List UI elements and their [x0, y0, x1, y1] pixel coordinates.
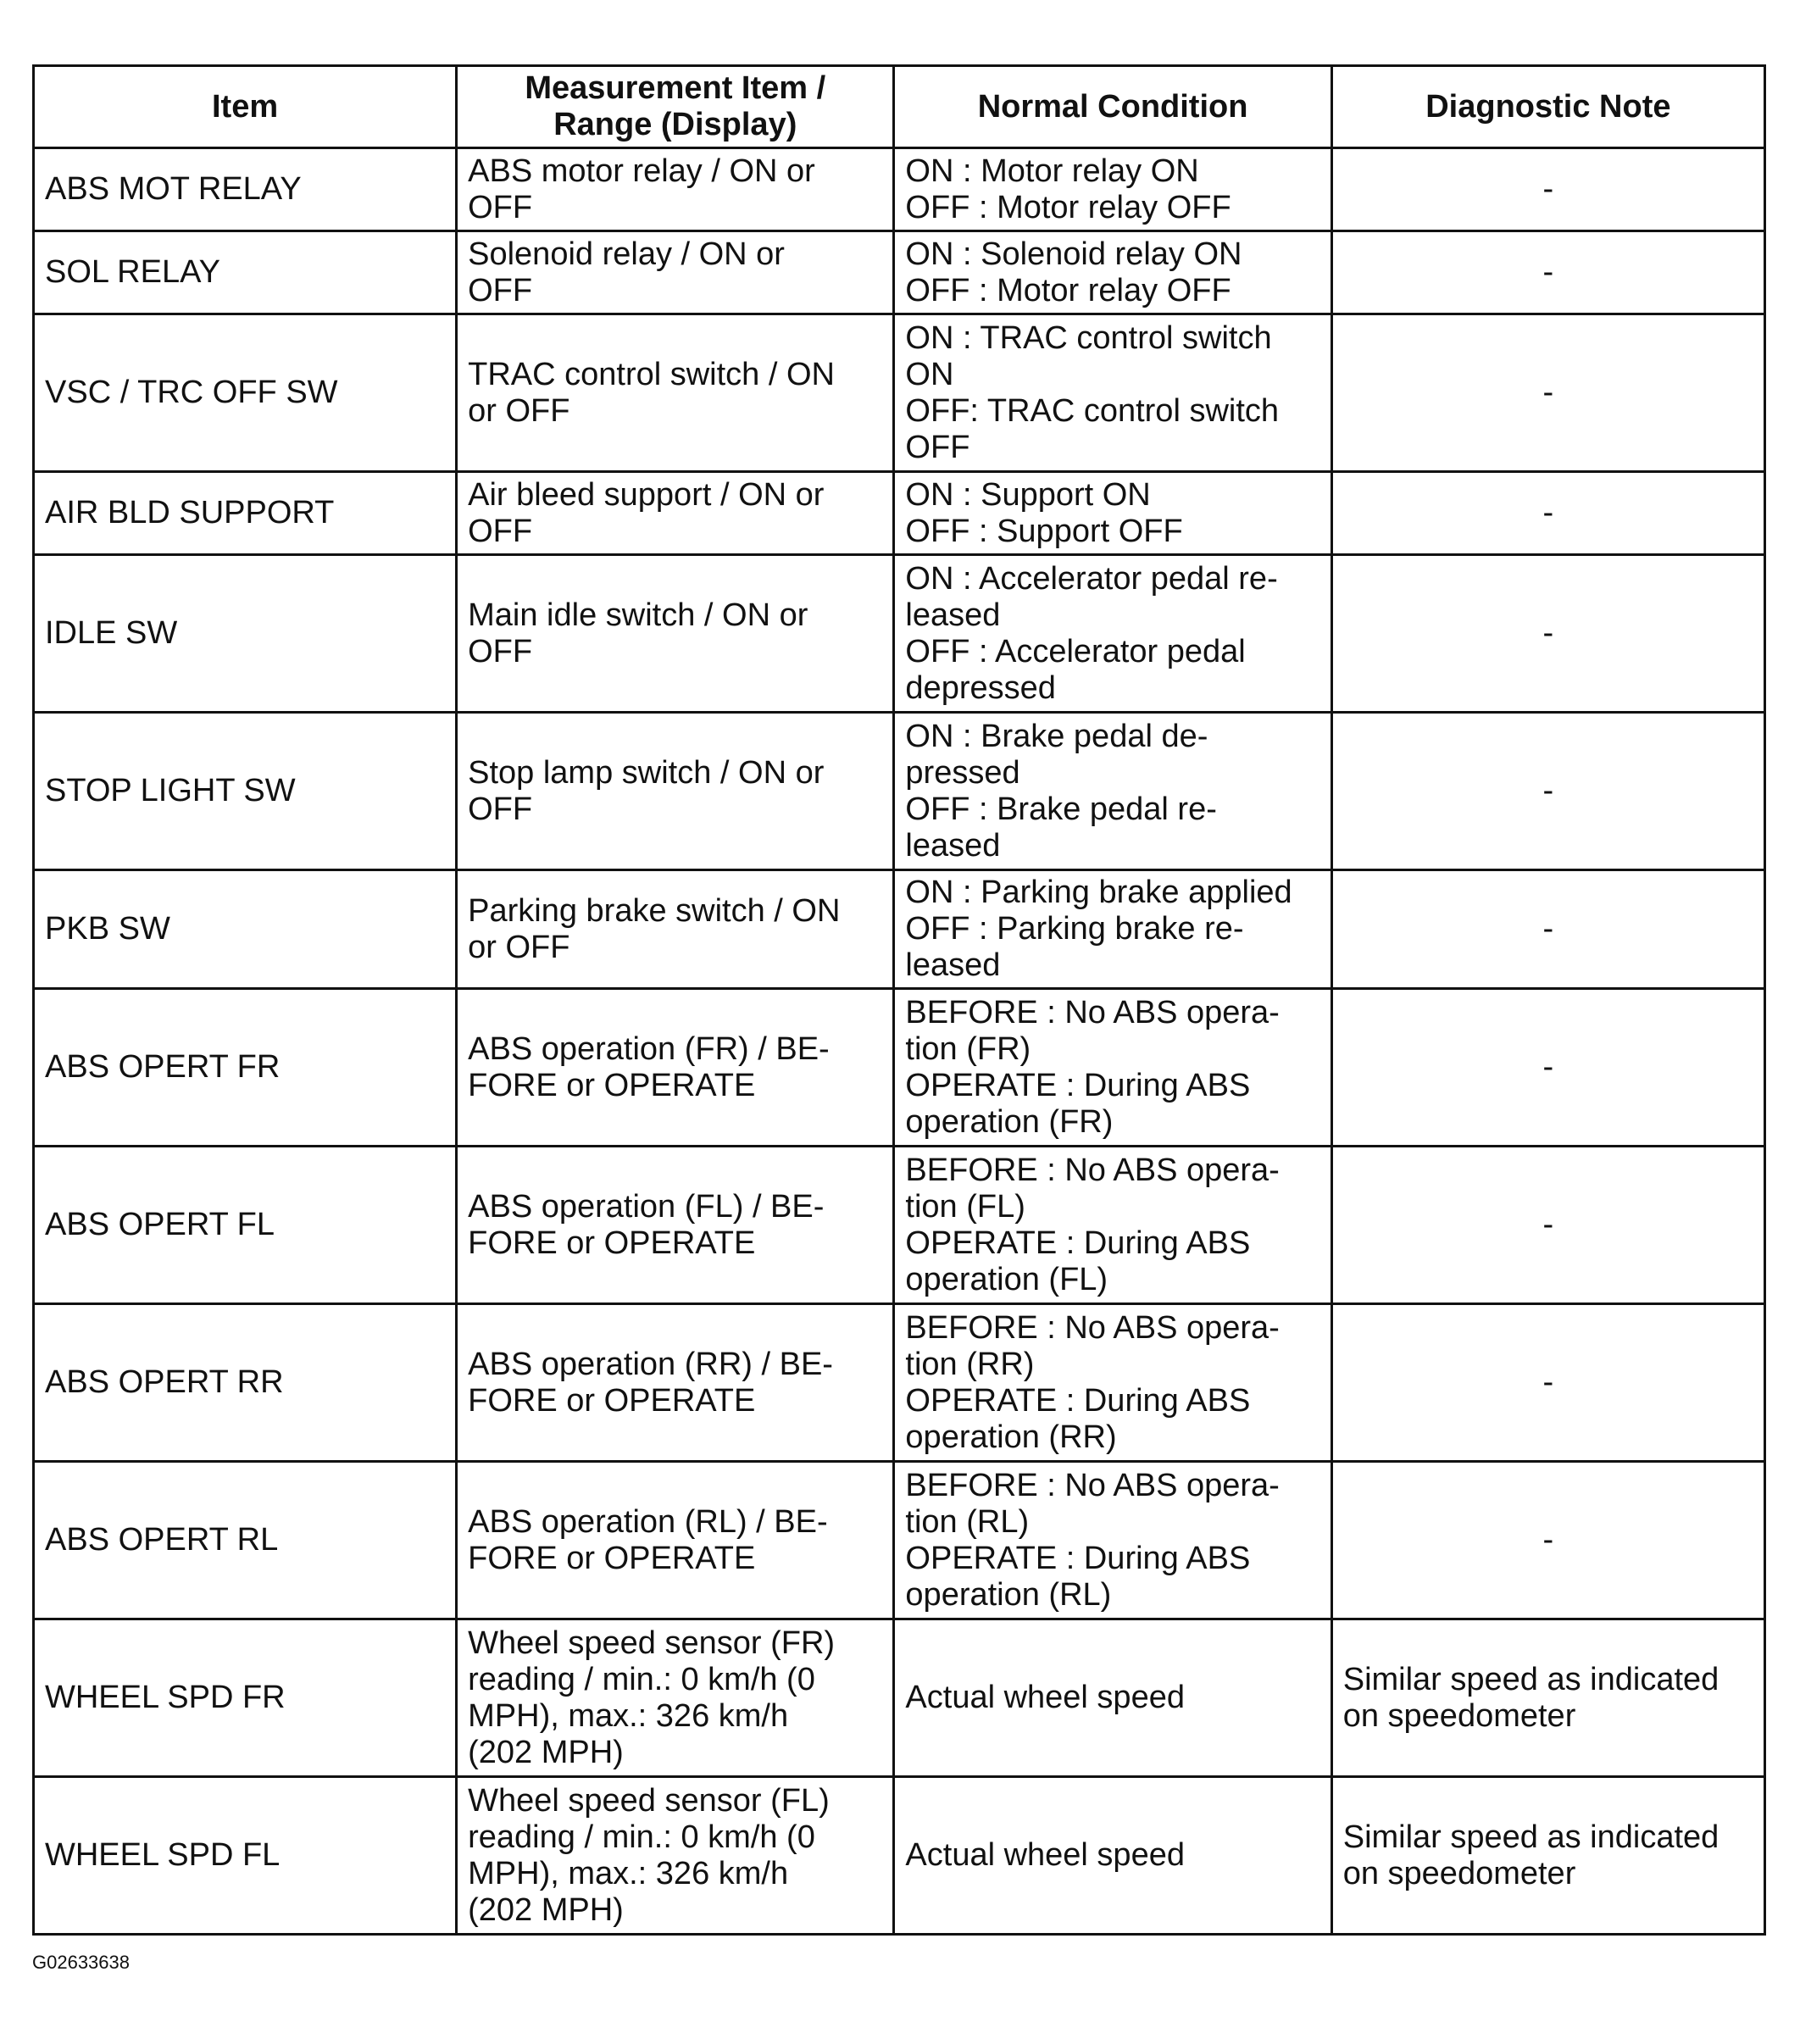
- cell-condition-line: depressed: [905, 669, 1056, 706]
- cell-diagnostic-note: [1331, 472, 1764, 555]
- cell-measurement-line: (202 MPH): [468, 1734, 624, 1770]
- cell-condition-line: BEFORE : No ABS opera-: [905, 1309, 1280, 1346]
- cell-condition-line: pressed: [905, 754, 1020, 791]
- header-normal-condition: Normal Condition: [894, 66, 1331, 148]
- cell-item: ABS MOT RELAY: [34, 148, 457, 231]
- cell-diagnostic-note: [1331, 870, 1764, 989]
- cell-condition-line: ON : Accelerator pedal re-: [905, 560, 1278, 597]
- cell-condition: [894, 870, 1331, 989]
- cell-measurement-line: FORE or OPERATE: [468, 1225, 756, 1261]
- table-row: [34, 314, 1765, 472]
- cell-diagnostic-note-line: Similar speed as indicated: [1342, 1661, 1719, 1697]
- cell-condition-line: ON : Support ON: [905, 476, 1151, 513]
- table-row: [34, 1147, 1765, 1304]
- cell-item: AIR BLD SUPPORT: [34, 472, 457, 555]
- cell-condition-line: leased: [905, 597, 1001, 633]
- cell-item: IDLE SW: [34, 555, 457, 713]
- cell-condition: [894, 1304, 1331, 1462]
- header-item: Item: [34, 66, 457, 148]
- cell-item: ABS OPERT FL: [34, 1147, 457, 1304]
- cell-item: ABS OPERT RR: [34, 1304, 457, 1462]
- cell-measurement-line: or OFF: [468, 392, 570, 429]
- cell-measurement-line: OFF: [468, 791, 533, 827]
- cell-measurement-line: ABS operation (FL) / BE-: [468, 1188, 825, 1225]
- cell-diagnostic-note: [1331, 1304, 1764, 1462]
- cell-diagnostic-note-line: -: [1542, 1522, 1554, 1558]
- cell-diagnostic-note-line: -: [1542, 375, 1554, 410]
- cell-condition: [894, 989, 1331, 1147]
- diagnostic-table-container: [32, 64, 1766, 1936]
- cell-condition-line: OPERATE : During ABS: [905, 1225, 1251, 1261]
- cell-item: WHEEL SPD FR: [34, 1619, 457, 1777]
- cell-condition-line: OFF : Brake pedal re-: [905, 791, 1217, 827]
- cell-condition-line: ON : Solenoid relay ON: [905, 236, 1242, 272]
- cell-condition-line: Actual wheel speed: [905, 1680, 1185, 1715]
- cell-diagnostic-note: [1331, 1777, 1764, 1935]
- cell-item: SOL RELAY: [34, 231, 457, 314]
- cell-condition-line: OPERATE : During ABS: [905, 1067, 1251, 1103]
- cell-measurement-line: ABS motor relay / ON or: [468, 153, 815, 189]
- cell-measurement-line: FORE or OPERATE: [468, 1540, 756, 1576]
- cell-measurement-line: Wheel speed sensor (FR): [468, 1625, 836, 1661]
- table-header: [34, 66, 1765, 148]
- cell-measurement-line: MPH), max.: 326 km/h: [468, 1855, 789, 1891]
- cell-measurement-line: MPH), max.: 326 km/h: [468, 1697, 789, 1734]
- cell-item: PKB SW: [34, 870, 457, 989]
- cell-condition-line: OPERATE : During ABS: [905, 1540, 1251, 1576]
- cell-diagnostic-note-line: -: [1542, 773, 1554, 808]
- cell-measurement: [457, 1777, 894, 1935]
- cell-condition: [894, 1462, 1331, 1619]
- table-body: [34, 148, 1765, 1935]
- cell-diagnostic-note-line: on speedometer: [1342, 1855, 1576, 1891]
- cell-measurement-line: ABS operation (RR) / BE-: [468, 1346, 833, 1382]
- cell-diagnostic-note-line: -: [1542, 254, 1554, 290]
- cell-measurement-line: FORE or OPERATE: [468, 1382, 756, 1419]
- cell-diagnostic-note-line: on speedometer: [1342, 1697, 1576, 1734]
- table-row: [34, 1777, 1765, 1935]
- cell-condition-line: OFF : Motor relay OFF: [905, 272, 1231, 308]
- cell-measurement-line: FORE or OPERATE: [468, 1067, 756, 1103]
- cell-measurement-line: or OFF: [468, 929, 570, 965]
- data-list-table: [32, 64, 1766, 1936]
- cell-diagnostic-note: [1331, 1619, 1764, 1777]
- cell-diagnostic-note: [1331, 989, 1764, 1147]
- cell-diagnostic-note-line: -: [1542, 495, 1554, 530]
- table-row: [34, 148, 1765, 231]
- cell-condition-line: operation (FL): [905, 1261, 1108, 1297]
- cell-diagnostic-note-line: -: [1542, 615, 1554, 651]
- cell-item: STOP LIGHT SW: [34, 713, 457, 870]
- cell-condition: [894, 231, 1331, 314]
- table-row: [34, 1619, 1765, 1777]
- table-row: [34, 989, 1765, 1147]
- cell-condition: [894, 1777, 1331, 1935]
- header-measurement-line-1: Measurement Item /: [525, 70, 826, 106]
- cell-condition-line: tion (RL): [905, 1503, 1030, 1540]
- cell-condition: [894, 1619, 1331, 1777]
- cell-condition-line: OFF : Support OFF: [905, 513, 1183, 549]
- cell-condition-line: OFF: [905, 429, 970, 465]
- header-measurement: [457, 66, 894, 148]
- table-row: [34, 1462, 1765, 1619]
- cell-measurement: [457, 989, 894, 1147]
- cell-condition-line: ON : TRAC control switch: [905, 319, 1272, 356]
- cell-measurement: [457, 713, 894, 870]
- header-row: [34, 66, 1765, 148]
- cell-measurement-line: ABS operation (RL) / BE-: [468, 1503, 828, 1540]
- cell-diagnostic-note-line: Similar speed as indicated: [1342, 1819, 1719, 1855]
- cell-condition-line: OFF : Accelerator pedal: [905, 633, 1246, 669]
- cell-measurement-line: reading / min.: 0 km/h (0: [468, 1661, 815, 1697]
- table-row: [34, 713, 1765, 870]
- cell-measurement: [457, 1147, 894, 1304]
- cell-measurement: [457, 1462, 894, 1619]
- cell-condition: [894, 472, 1331, 555]
- cell-condition: [894, 713, 1331, 870]
- cell-item: ABS OPERT FR: [34, 989, 457, 1147]
- cell-measurement-line: Main idle switch / ON or: [468, 597, 808, 633]
- cell-condition-line: tion (RR): [905, 1346, 1035, 1382]
- cell-condition-line: leased: [905, 827, 1001, 864]
- cell-measurement: [457, 314, 894, 472]
- table-row: [34, 472, 1765, 555]
- table-row: [34, 870, 1765, 989]
- cell-condition-line: OFF: TRAC control switch: [905, 392, 1280, 429]
- cell-measurement-line: OFF: [468, 513, 533, 549]
- cell-item: VSC / TRC OFF SW: [34, 314, 457, 472]
- cell-measurement: [457, 555, 894, 713]
- cell-condition-line: operation (RR): [905, 1419, 1117, 1455]
- cell-condition-line: OFF : Parking brake re-: [905, 911, 1244, 947]
- figure-id: G02633638: [32, 1952, 130, 1973]
- cell-measurement-line: Solenoid relay / ON or: [468, 236, 785, 272]
- cell-measurement-line: Air bleed support / ON or: [468, 476, 825, 513]
- cell-diagnostic-note: [1331, 1462, 1764, 1619]
- cell-diagnostic-note-line: -: [1542, 171, 1554, 207]
- cell-diagnostic-note: [1331, 555, 1764, 713]
- cell-item: ABS OPERT RL: [34, 1462, 457, 1619]
- cell-condition-line: leased: [905, 947, 1001, 983]
- table-row: [34, 1304, 1765, 1462]
- cell-condition-line: BEFORE : No ABS opera-: [905, 994, 1280, 1030]
- cell-measurement-line: OFF: [468, 189, 533, 225]
- cell-condition-line: BEFORE : No ABS opera-: [905, 1152, 1280, 1188]
- cell-diagnostic-note-line: -: [1542, 1364, 1554, 1400]
- cell-measurement: [457, 231, 894, 314]
- cell-measurement: [457, 1304, 894, 1462]
- cell-measurement-line: Wheel speed sensor (FL): [468, 1782, 830, 1819]
- cell-condition-line: OPERATE : During ABS: [905, 1382, 1251, 1419]
- cell-measurement: [457, 870, 894, 989]
- cell-condition-line: operation (FR): [905, 1103, 1114, 1140]
- cell-diagnostic-note-line: -: [1542, 911, 1554, 947]
- cell-measurement-line: TRAC control switch / ON: [468, 356, 835, 392]
- cell-condition: [894, 1147, 1331, 1304]
- cell-condition: [894, 148, 1331, 231]
- cell-measurement-line: OFF: [468, 633, 533, 669]
- table-row: [34, 555, 1765, 713]
- cell-condition-line: tion (FL): [905, 1188, 1025, 1225]
- header-diagnostic-note: Diagnostic Note: [1331, 66, 1764, 148]
- cell-condition-line: BEFORE : No ABS opera-: [905, 1467, 1280, 1503]
- cell-measurement-line: OFF: [468, 272, 533, 308]
- cell-diagnostic-note: [1331, 1147, 1764, 1304]
- cell-condition-line: OFF : Motor relay OFF: [905, 189, 1231, 225]
- cell-condition-line: ON : Brake pedal de-: [905, 718, 1208, 754]
- cell-diagnostic-note: [1331, 231, 1764, 314]
- cell-measurement-line: Stop lamp switch / ON or: [468, 754, 825, 791]
- cell-measurement: [457, 148, 894, 231]
- cell-measurement: [457, 1619, 894, 1777]
- cell-diagnostic-note-line: -: [1542, 1049, 1554, 1085]
- cell-measurement-line: Parking brake switch / ON: [468, 892, 841, 929]
- cell-measurement-line: reading / min.: 0 km/h (0: [468, 1819, 815, 1855]
- cell-condition-line: ON: [905, 356, 954, 392]
- cell-condition: [894, 314, 1331, 472]
- cell-measurement: [457, 472, 894, 555]
- cell-condition-line: ON : Parking brake applied: [905, 875, 1292, 910]
- cell-item: WHEEL SPD FL: [34, 1777, 457, 1935]
- cell-measurement-line: (202 MPH): [468, 1891, 624, 1928]
- cell-condition-line: ON : Motor relay ON: [905, 153, 1199, 189]
- cell-diagnostic-note: [1331, 314, 1764, 472]
- table-row: [34, 231, 1765, 314]
- cell-diagnostic-note-line: -: [1542, 1207, 1554, 1242]
- cell-diagnostic-note: [1331, 713, 1764, 870]
- header-measurement-line-2: Range (Display): [553, 107, 797, 142]
- cell-condition: [894, 555, 1331, 713]
- cell-condition-line: Actual wheel speed: [905, 1837, 1185, 1873]
- cell-diagnostic-note: [1331, 148, 1764, 231]
- cell-condition-line: tion (FR): [905, 1030, 1031, 1067]
- cell-condition-line: operation (RL): [905, 1576, 1112, 1613]
- cell-measurement-line: ABS operation (FR) / BE-: [468, 1030, 830, 1067]
